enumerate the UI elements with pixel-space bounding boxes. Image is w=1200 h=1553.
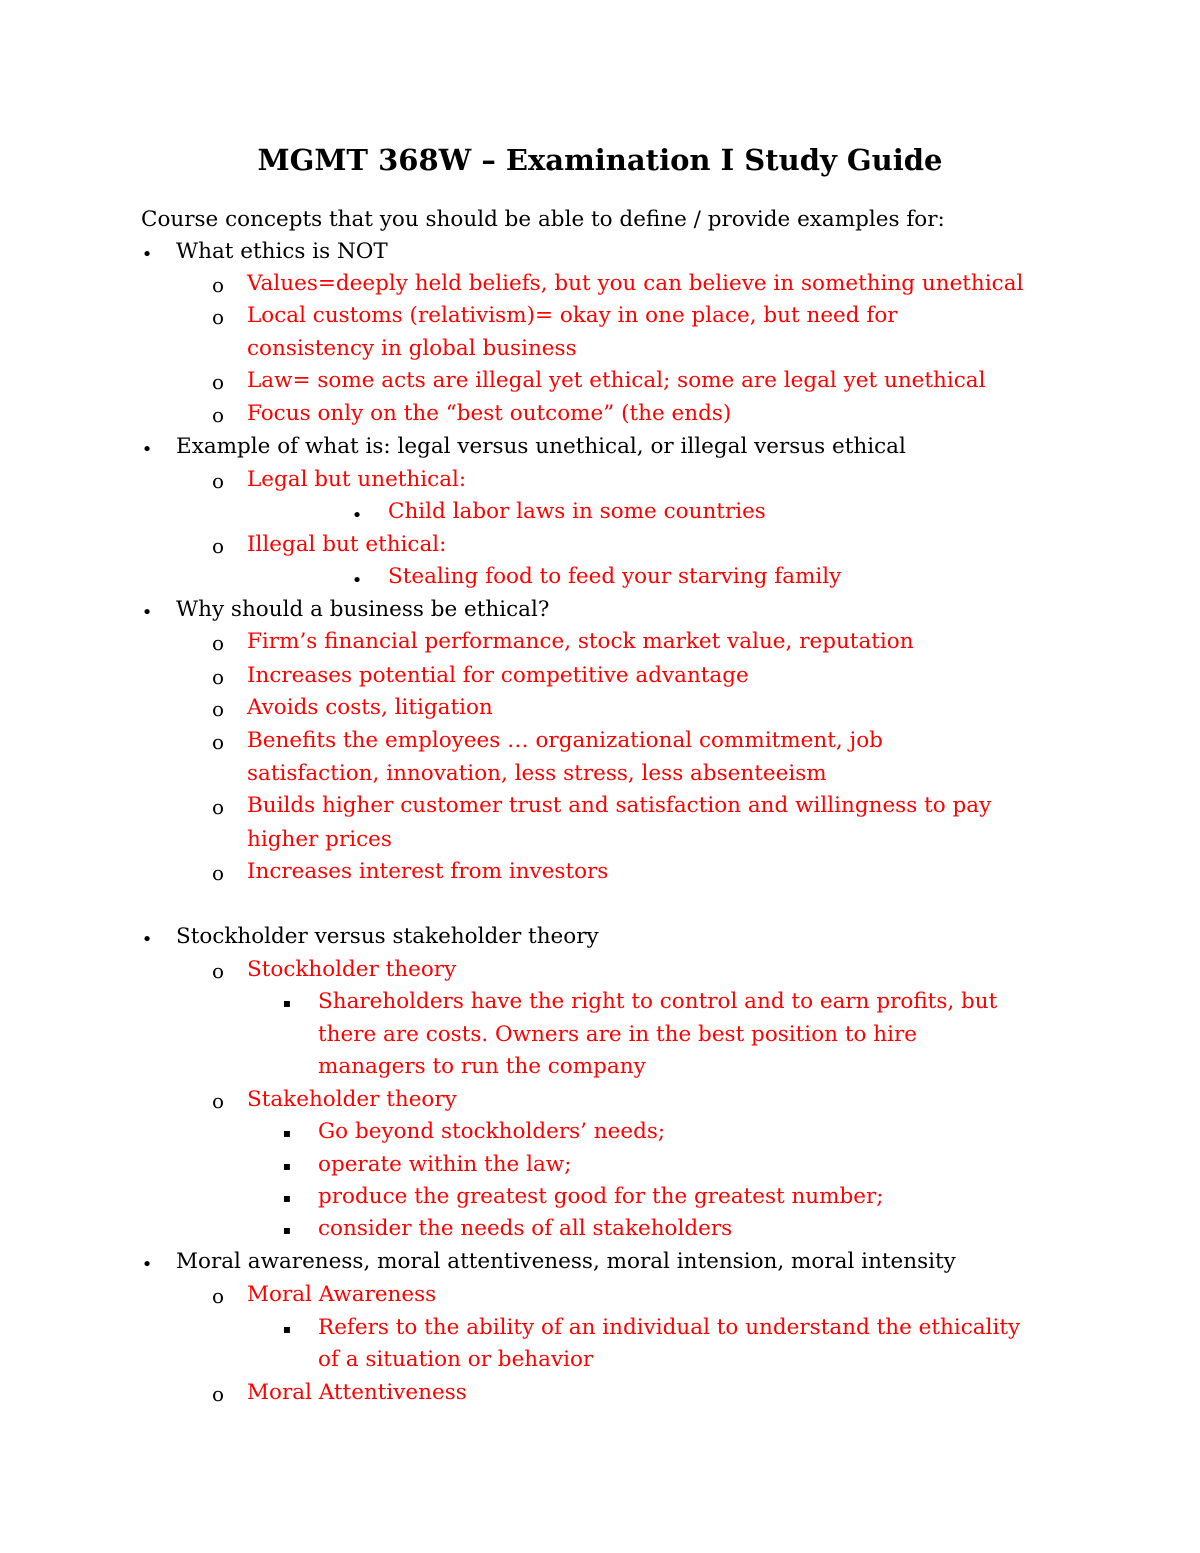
list-item-l2: Stakeholder theory bbox=[247, 1087, 457, 1112]
list-item-continuation: satisfaction, innovation, less stress, less absenteeism bbox=[247, 761, 827, 786]
list-item-continuation: managers to run the company bbox=[318, 1054, 646, 1079]
list-item-l2: Increases potential for competitive advantage bbox=[247, 663, 749, 688]
bullet-marker: • bbox=[141, 244, 153, 265]
list-item-l3: Shareholders have the right to control and to earn profits, but bbox=[318, 989, 998, 1014]
list-item-l3: produce the greatest good for the greatest number; bbox=[318, 1184, 884, 1209]
list-item-l3: Child labor laws in some countries bbox=[388, 499, 766, 524]
list-item-l2: Local customs (relativism)= okay in one place, but need for bbox=[247, 303, 898, 328]
list-item-l3: consider the needs of all stakeholders bbox=[318, 1216, 733, 1241]
list-item-l2: Illegal but ethical: bbox=[247, 532, 447, 557]
bullet-marker: ▪ bbox=[282, 1223, 292, 1237]
bullet-marker: o bbox=[211, 1382, 225, 1406]
list-item-l1: Stockholder versus stakeholder theory bbox=[176, 924, 599, 949]
bullet-marker: o bbox=[211, 305, 225, 329]
list-item-l3: Go beyond stockholders’ needs; bbox=[318, 1119, 666, 1144]
list-item-l2: Legal but unethical: bbox=[247, 467, 467, 492]
list-item-l2: Benefits the employees … organizational commitment, job bbox=[247, 728, 883, 753]
list-item-l3: Stealing food to feed your starving family bbox=[388, 564, 842, 589]
bullet-marker: o bbox=[211, 534, 225, 558]
bullet-marker: • bbox=[351, 570, 363, 591]
list-item-l2: Moral Attentiveness bbox=[247, 1380, 467, 1405]
bullet-marker: o bbox=[211, 795, 225, 819]
list-item-l2: Increases interest from investors bbox=[247, 859, 609, 884]
bullet-marker: o bbox=[211, 370, 225, 394]
bullet-marker: • bbox=[141, 439, 153, 460]
list-item-l3: operate within the law; bbox=[318, 1152, 572, 1177]
list-item-l2: Stockholder theory bbox=[247, 957, 457, 982]
list-item-l2: Builds higher customer trust and satisfaction and willingness to pay bbox=[247, 793, 992, 818]
list-item-l2: Law= some acts are illegal yet ethical; some are legal yet unethical bbox=[247, 368, 986, 393]
list-item-l2: Firm’s financial performance, stock market value, reputation bbox=[247, 629, 914, 654]
bullet-marker: ▪ bbox=[282, 1191, 292, 1205]
bullet-marker: o bbox=[211, 403, 225, 427]
bullet-marker: • bbox=[351, 505, 363, 526]
bullet-marker: o bbox=[211, 730, 225, 754]
list-item-l3: Refers to the ability of an individual to understand the ethicality bbox=[318, 1315, 1021, 1340]
list-item-continuation: of a situation or behavior bbox=[318, 1347, 594, 1372]
bullet-marker: o bbox=[211, 1089, 225, 1113]
bullet-marker: o bbox=[211, 665, 225, 689]
list-item-l2: Values=deeply held beliefs, but you can believe in something unethical bbox=[247, 271, 1024, 296]
bullet-marker: o bbox=[211, 1284, 225, 1308]
list-item-l2: Moral Awareness bbox=[247, 1282, 437, 1307]
bullet-marker: ▪ bbox=[282, 1159, 292, 1173]
list-item-l1: Moral awareness, moral attentiveness, moral intension, moral intensity bbox=[176, 1249, 956, 1274]
list-item-l1: Why should a business be ethical? bbox=[176, 597, 550, 622]
list-item-l1: What ethics is NOT bbox=[176, 239, 388, 264]
bullet-marker: o bbox=[211, 469, 225, 493]
bullet-marker: • bbox=[141, 929, 153, 950]
list-item-continuation: there are costs. Owners are in the best position to hire bbox=[318, 1022, 917, 1047]
bullet-marker: • bbox=[141, 1254, 153, 1275]
bullet-marker: ▪ bbox=[282, 1126, 292, 1140]
list-item-l2: Focus only on the “best outcome” (the ends) bbox=[247, 401, 732, 426]
bullet-marker: • bbox=[141, 602, 153, 623]
bullet-marker: ▪ bbox=[282, 1322, 292, 1336]
intro-text: Course concepts that you should be able to define / provide examples for: bbox=[141, 207, 945, 232]
document-title: MGMT 368W – Examination I Study Guide bbox=[257, 143, 943, 177]
list-item-l1: Example of what is: legal versus unethical, or illegal versus ethical bbox=[176, 434, 906, 459]
bullet-marker: o bbox=[211, 861, 225, 885]
bullet-marker: o bbox=[211, 631, 225, 655]
bullet-marker: ▪ bbox=[282, 996, 292, 1010]
list-item-continuation: consistency in global business bbox=[247, 336, 577, 361]
bullet-marker: o bbox=[211, 273, 225, 297]
list-item-l2: Avoids costs, litigation bbox=[247, 695, 493, 720]
bullet-marker: o bbox=[211, 959, 225, 983]
list-item-continuation: higher prices bbox=[247, 827, 392, 852]
bullet-marker: o bbox=[211, 697, 225, 721]
